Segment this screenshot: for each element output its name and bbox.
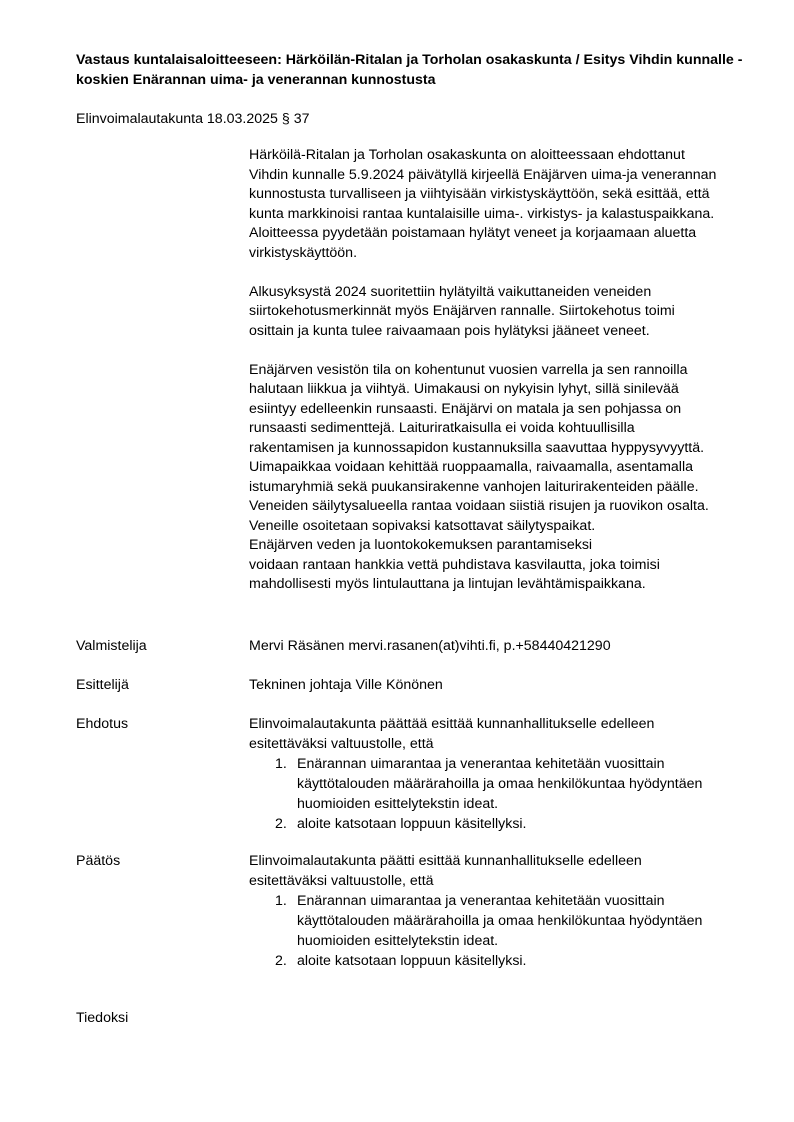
presenter-label: Esittelijä bbox=[76, 677, 129, 693]
list-number: 2. bbox=[275, 816, 287, 832]
meeting-reference: Elinvoimalautakunta 18.03.2025 § 37 bbox=[76, 111, 310, 127]
presenter-name: Tekninen johtaja Ville Könönen bbox=[249, 677, 443, 693]
text-line: virkistyskäyttöön. bbox=[249, 244, 358, 261]
proposal-text bbox=[249, 714, 749, 834]
text-line: aloite katsotaan loppuun käsitellyksi. bbox=[297, 816, 527, 832]
text-line: esitettäväksi valtuustolle, että bbox=[249, 736, 434, 752]
text-line: Elinvoimalautakunta päättää esittää kunnanhallitukselle edelleen bbox=[249, 716, 655, 732]
text-line: halutaan liikkua ja viihtyä. Uimakausi on nykyisin lyhyt, sillä sinilevää bbox=[249, 381, 679, 397]
text-line: huomioiden esittelytekstin ideat. bbox=[297, 796, 499, 812]
text-line: mahdollisesti myös lintulauttana ja lintujan levähtämispaikkana. bbox=[249, 576, 646, 592]
text-line: huomioiden esittelytekstin ideat. bbox=[297, 933, 499, 949]
text-line: kunnostusta turvalliseen ja viihtyisään virkistyskäyttöön, sekä esittää, että bbox=[249, 186, 710, 202]
text-line: runsaasti sedimenttejä. Laituriratkaisulla ei voida kohtuullisilla bbox=[249, 420, 635, 436]
decision-label: Päätös bbox=[76, 853, 121, 869]
text-line: Härköilä-Ritalan ja Torholan osakaskunta on aloitteessaan ehdottanut bbox=[249, 147, 685, 163]
text-line: Enäjärven veden ja luontokokemuksen parantamiseksi bbox=[249, 537, 593, 553]
text-line: istumaryhmiä sekä puukansirakenne vanhojen laiturirakenteiden päälle. bbox=[249, 478, 699, 495]
list-item bbox=[249, 754, 749, 814]
list-item bbox=[249, 814, 749, 834]
text-line: esiintyy edelleenkin runsaasti. Enäjärvi on matala ja sen pohjassa on bbox=[249, 400, 682, 417]
text-line: Enärannan uimarantaa ja venerantaa kehitetään vuosittain bbox=[297, 893, 665, 909]
text-line: Vihdin kunnalle 5.9.2024 päivätyllä kirjeellä Enäjärven uima-ja venerannan bbox=[249, 166, 717, 183]
preparer-label: Valmistelija bbox=[76, 638, 147, 654]
document-title bbox=[76, 50, 756, 90]
text-line: Veneille osoitetaan sopivaksi katsottavat säilytyspaikat. bbox=[249, 517, 596, 534]
preparer-value bbox=[249, 636, 749, 656]
text-line: osittain ja kunta tulee raivaamaan pois hylätyksi jääneet veneet. bbox=[249, 322, 650, 339]
title-line: koskien Enärannan uima- ja venerannan kunnostusta bbox=[76, 72, 436, 88]
proposal-label: Ehdotus bbox=[76, 716, 129, 732]
text-line: esitettäväksi valtuustolle, että bbox=[249, 873, 434, 889]
text-line: käyttötalouden määrärahoilla ja omaa henkilökuntaa hyödyntäen bbox=[297, 776, 703, 792]
text-line: siirtokehotusmerkinnät myös Enäjärven rannalle. Siirtokehotus toimi bbox=[249, 303, 675, 319]
text-line: Alkusyksystä 2024 suoritettiin hylätyiltä vaikuttaneiden veneiden bbox=[249, 283, 652, 300]
list-number: 1. bbox=[275, 893, 287, 909]
text-line: Enärannan uimarantaa ja venerantaa kehitetään vuosittain bbox=[297, 756, 665, 772]
paragraph bbox=[249, 361, 749, 595]
list-item bbox=[249, 951, 749, 971]
paragraph bbox=[249, 146, 749, 263]
for-information-label: Tiedoksi bbox=[76, 1010, 129, 1026]
description-text bbox=[249, 146, 749, 614]
proposal-list bbox=[249, 754, 749, 834]
text-line: rakentamisen ja kunnossapidon kustannuksilla saavuttaa hyppysyvyyttä. bbox=[249, 439, 705, 456]
list-number: 1. bbox=[275, 756, 287, 772]
decision-list bbox=[249, 891, 749, 971]
text-line: Veneiden säilytysalueella rantaa voidaan siistiä risujen ja ruovikon osalta. bbox=[249, 498, 709, 514]
presenter-value bbox=[249, 675, 749, 695]
text-line: käyttötalouden määrärahoilla ja omaa henkilökuntaa hyödyntäen bbox=[297, 913, 703, 929]
text-line: kunta markkinoisi rantaa kuntalaisille uima-. virkistys- ja kalastuspaikkana. bbox=[249, 205, 715, 222]
text-line: Aloitteessa pyydetään poistamaan hylätyt veneet ja korjaamaan aluetta bbox=[249, 225, 697, 241]
list-item bbox=[249, 891, 749, 951]
decision-text bbox=[249, 851, 749, 971]
text-line: Enäjärven vesistön tila on kohentunut vuosien varrella ja sen rannoilla bbox=[249, 361, 688, 378]
text-line: Uimapaikkaa voidaan kehittää ruoppaamalla, raivaamalla, asentamalla bbox=[249, 459, 694, 475]
text-line: voidaan rantaan hankkia vettä puhdistava kasvilautta, joka toimisi bbox=[249, 556, 660, 573]
title-line: Vastaus kuntalaisaloitteeseen: Härköilän-Ritalan ja Torholan osakaskunta / Esitys Vihdin kunnalle - bbox=[76, 52, 743, 68]
list-number: 2. bbox=[275, 953, 287, 969]
preparer-contact: Mervi Räsänen mervi.rasanen(at)vihti.fi, p.+58440421290 bbox=[249, 638, 611, 654]
text-line: Elinvoimalautakunta päätti esittää kunnanhallitukselle edelleen bbox=[249, 853, 642, 869]
text-line: aloite katsotaan loppuun käsitellyksi. bbox=[297, 953, 527, 969]
paragraph bbox=[249, 283, 749, 342]
